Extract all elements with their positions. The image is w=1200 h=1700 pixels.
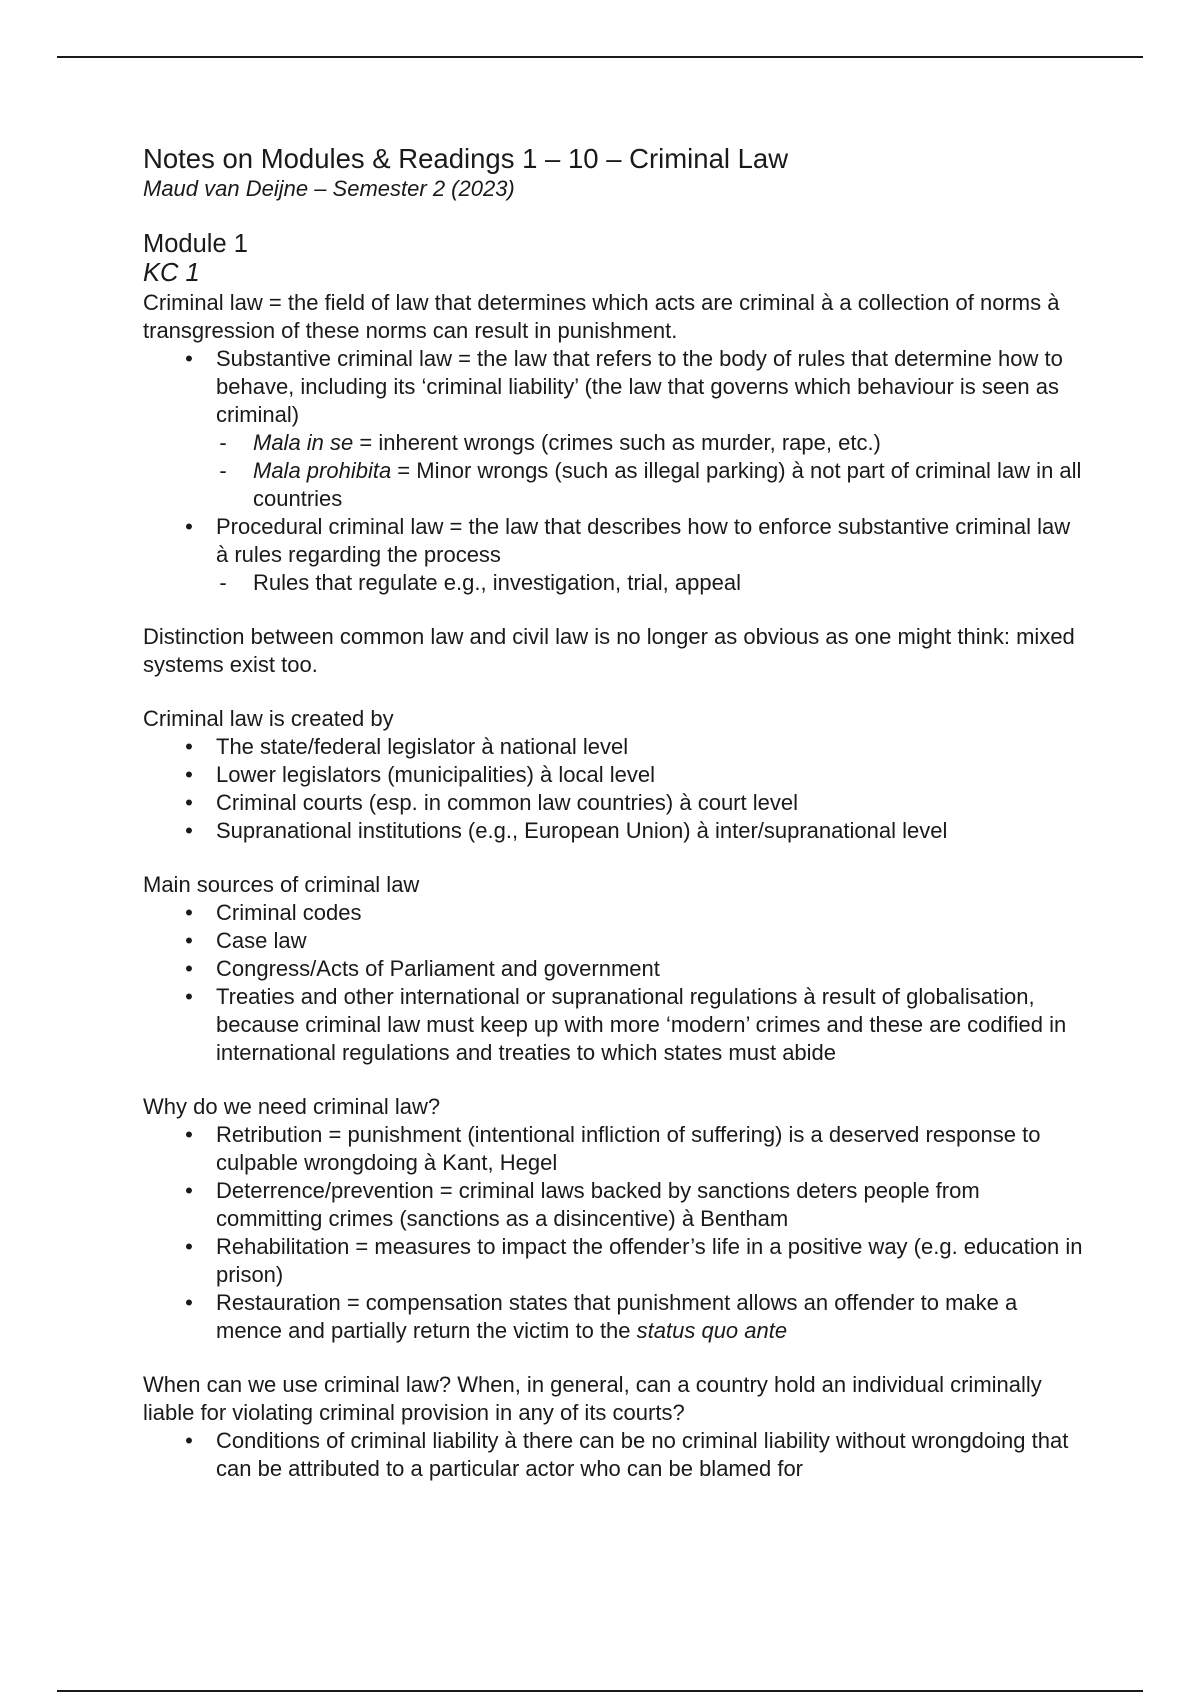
list-item bbox=[185, 899, 1083, 927]
bullet-marker: • bbox=[185, 984, 193, 1009]
list-item bbox=[185, 983, 1083, 1067]
bullet-marker: • bbox=[185, 818, 193, 843]
list-item bbox=[185, 1121, 1083, 1177]
bullet-marker: • bbox=[185, 790, 193, 815]
spacer bbox=[143, 1067, 1083, 1093]
law-types-list bbox=[143, 345, 1083, 597]
spacer bbox=[143, 845, 1083, 871]
kc-heading: KC 1 bbox=[143, 259, 200, 287]
when-intro: When can we use criminal law? When, in general, can a country hold an individual criminally liable for violating criminal provision in any of its courts? bbox=[143, 1372, 1042, 1425]
list-item-text: Deterrence/prevention = criminal laws backed by sanctions deters people from committing crimes (sanctions as a disincentive) à Bentham bbox=[216, 1178, 980, 1231]
list-item-text: Conditions of criminal liability à there can be no criminal liability without wrongdoing that can be attributed to a particular actor who can be blamed for bbox=[216, 1428, 1069, 1481]
spacer bbox=[143, 597, 1083, 623]
spacer bbox=[143, 1345, 1083, 1371]
list-item-text: Supranational institutions (e.g., European Union) à inter/supranational level bbox=[216, 818, 948, 843]
list-item bbox=[185, 733, 1083, 761]
list-item-text: Lower legislators (municipalities) à local level bbox=[216, 762, 655, 787]
bullet-marker: • bbox=[185, 900, 193, 925]
list-item bbox=[185, 927, 1083, 955]
sources-intro: Main sources of criminal law bbox=[143, 872, 420, 897]
bullet-marker: • bbox=[185, 1122, 193, 1147]
list-item-text: The state/federal legislator à national level bbox=[216, 734, 629, 759]
substantive-law-text: Substantive criminal law = the law that refers to the body of rules that determine how to behave, including its ‘criminal liability’ (the law that governs which behaviour is seen as criminal) bbox=[216, 346, 1063, 427]
bullet-marker: • bbox=[185, 1178, 193, 1203]
created-by-intro: Criminal law is created by bbox=[143, 706, 394, 731]
sources-list bbox=[143, 899, 1083, 1067]
substantive-sublist bbox=[216, 429, 1083, 513]
mala-prohibita-text: = Minor wrongs (such as illegal parking) à not part of criminal law in all countries bbox=[253, 458, 1082, 511]
status-quo-ante-term: status quo ante bbox=[636, 1318, 788, 1343]
dash-marker: - bbox=[219, 458, 227, 483]
bullet-marker: • bbox=[185, 1234, 193, 1259]
list-item bbox=[219, 457, 1083, 513]
created-by-list bbox=[143, 733, 1083, 845]
bullet-marker: • bbox=[185, 346, 193, 371]
list-item-text: Criminal codes bbox=[216, 900, 362, 925]
list-item bbox=[185, 513, 1083, 597]
list-item bbox=[185, 1289, 1083, 1345]
module-heading: Module 1 bbox=[143, 230, 248, 258]
when-list bbox=[143, 1427, 1083, 1483]
procedural-sub-text: Rules that regulate e.g., investigation, trial, appeal bbox=[253, 570, 741, 595]
criminal-law-definition: Criminal law = the field of law that determines which acts are criminal à a collection of norms à transgression of these norms can result in punishment. bbox=[143, 290, 1060, 343]
why-list bbox=[143, 1121, 1083, 1345]
list-item bbox=[219, 569, 1083, 597]
list-item bbox=[185, 817, 1083, 845]
list-item-text: Congress/Acts of Parliament and government bbox=[216, 956, 660, 981]
procedural-sublist bbox=[216, 569, 1083, 597]
document-subtitle: Maud van Deijne – Semester 2 (2023) bbox=[143, 176, 515, 201]
mala-in-se-term: Mala in se bbox=[253, 430, 354, 455]
list-item bbox=[185, 761, 1083, 789]
list-item bbox=[185, 1233, 1083, 1289]
bullet-marker: • bbox=[185, 1428, 193, 1453]
list-item bbox=[185, 1177, 1083, 1233]
list-item-text: Criminal courts (esp. in common law countries) à court level bbox=[216, 790, 798, 815]
dash-marker: - bbox=[219, 430, 227, 455]
list-item bbox=[185, 789, 1083, 817]
bullet-marker: • bbox=[185, 734, 193, 759]
header-rule bbox=[57, 56, 1143, 58]
bullet-marker: • bbox=[185, 1290, 193, 1315]
mala-prohibita-term: Mala prohibita bbox=[253, 458, 392, 483]
list-item bbox=[185, 345, 1083, 513]
list-item-text: Treaties and other international or supranational regulations à result of globalisation, because criminal law must keep up with more ‘modern’ crimes and these are codified in international regulations and treaties to which states must abide bbox=[216, 984, 1067, 1065]
dash-marker: - bbox=[219, 570, 227, 595]
bullet-marker: • bbox=[185, 956, 193, 981]
bullet-marker: • bbox=[185, 762, 193, 787]
bullet-marker: • bbox=[185, 928, 193, 953]
list-item bbox=[219, 429, 1083, 457]
distinction-paragraph: Distinction between common law and civil law is no longer as obvious as one might think: mixed systems exist too. bbox=[143, 624, 1075, 677]
list-item-text: Retribution = punishment (intentional infliction of suffering) is a deserved response to culpable wrongdoing à Kant, Hegel bbox=[216, 1122, 1041, 1175]
list-item bbox=[185, 955, 1083, 983]
why-intro: Why do we need criminal law? bbox=[143, 1094, 441, 1119]
document-page bbox=[143, 142, 1083, 1483]
spacer bbox=[143, 679, 1083, 705]
list-item-text: Case law bbox=[216, 928, 307, 953]
bullet-marker: • bbox=[185, 514, 193, 539]
mala-in-se-text: = inherent wrongs (crimes such as murder, rape, etc.) bbox=[353, 430, 881, 455]
procedural-law-text: Procedural criminal law = the law that describes how to enforce substantive criminal law à rules regarding the process bbox=[216, 514, 1071, 567]
document-title: Notes on Modules & Readings 1 – 10 – Criminal Law bbox=[143, 143, 789, 174]
list-item bbox=[185, 1427, 1083, 1483]
list-item-text: Rehabilitation = measures to impact the offender’s life in a positive way (e.g. education in prison) bbox=[216, 1234, 1083, 1287]
restauration-text: Restauration = compensation states that punishment allows an offender to make a mence and partially return the victim to the bbox=[216, 1290, 1018, 1343]
footer-rule bbox=[57, 1690, 1143, 1692]
